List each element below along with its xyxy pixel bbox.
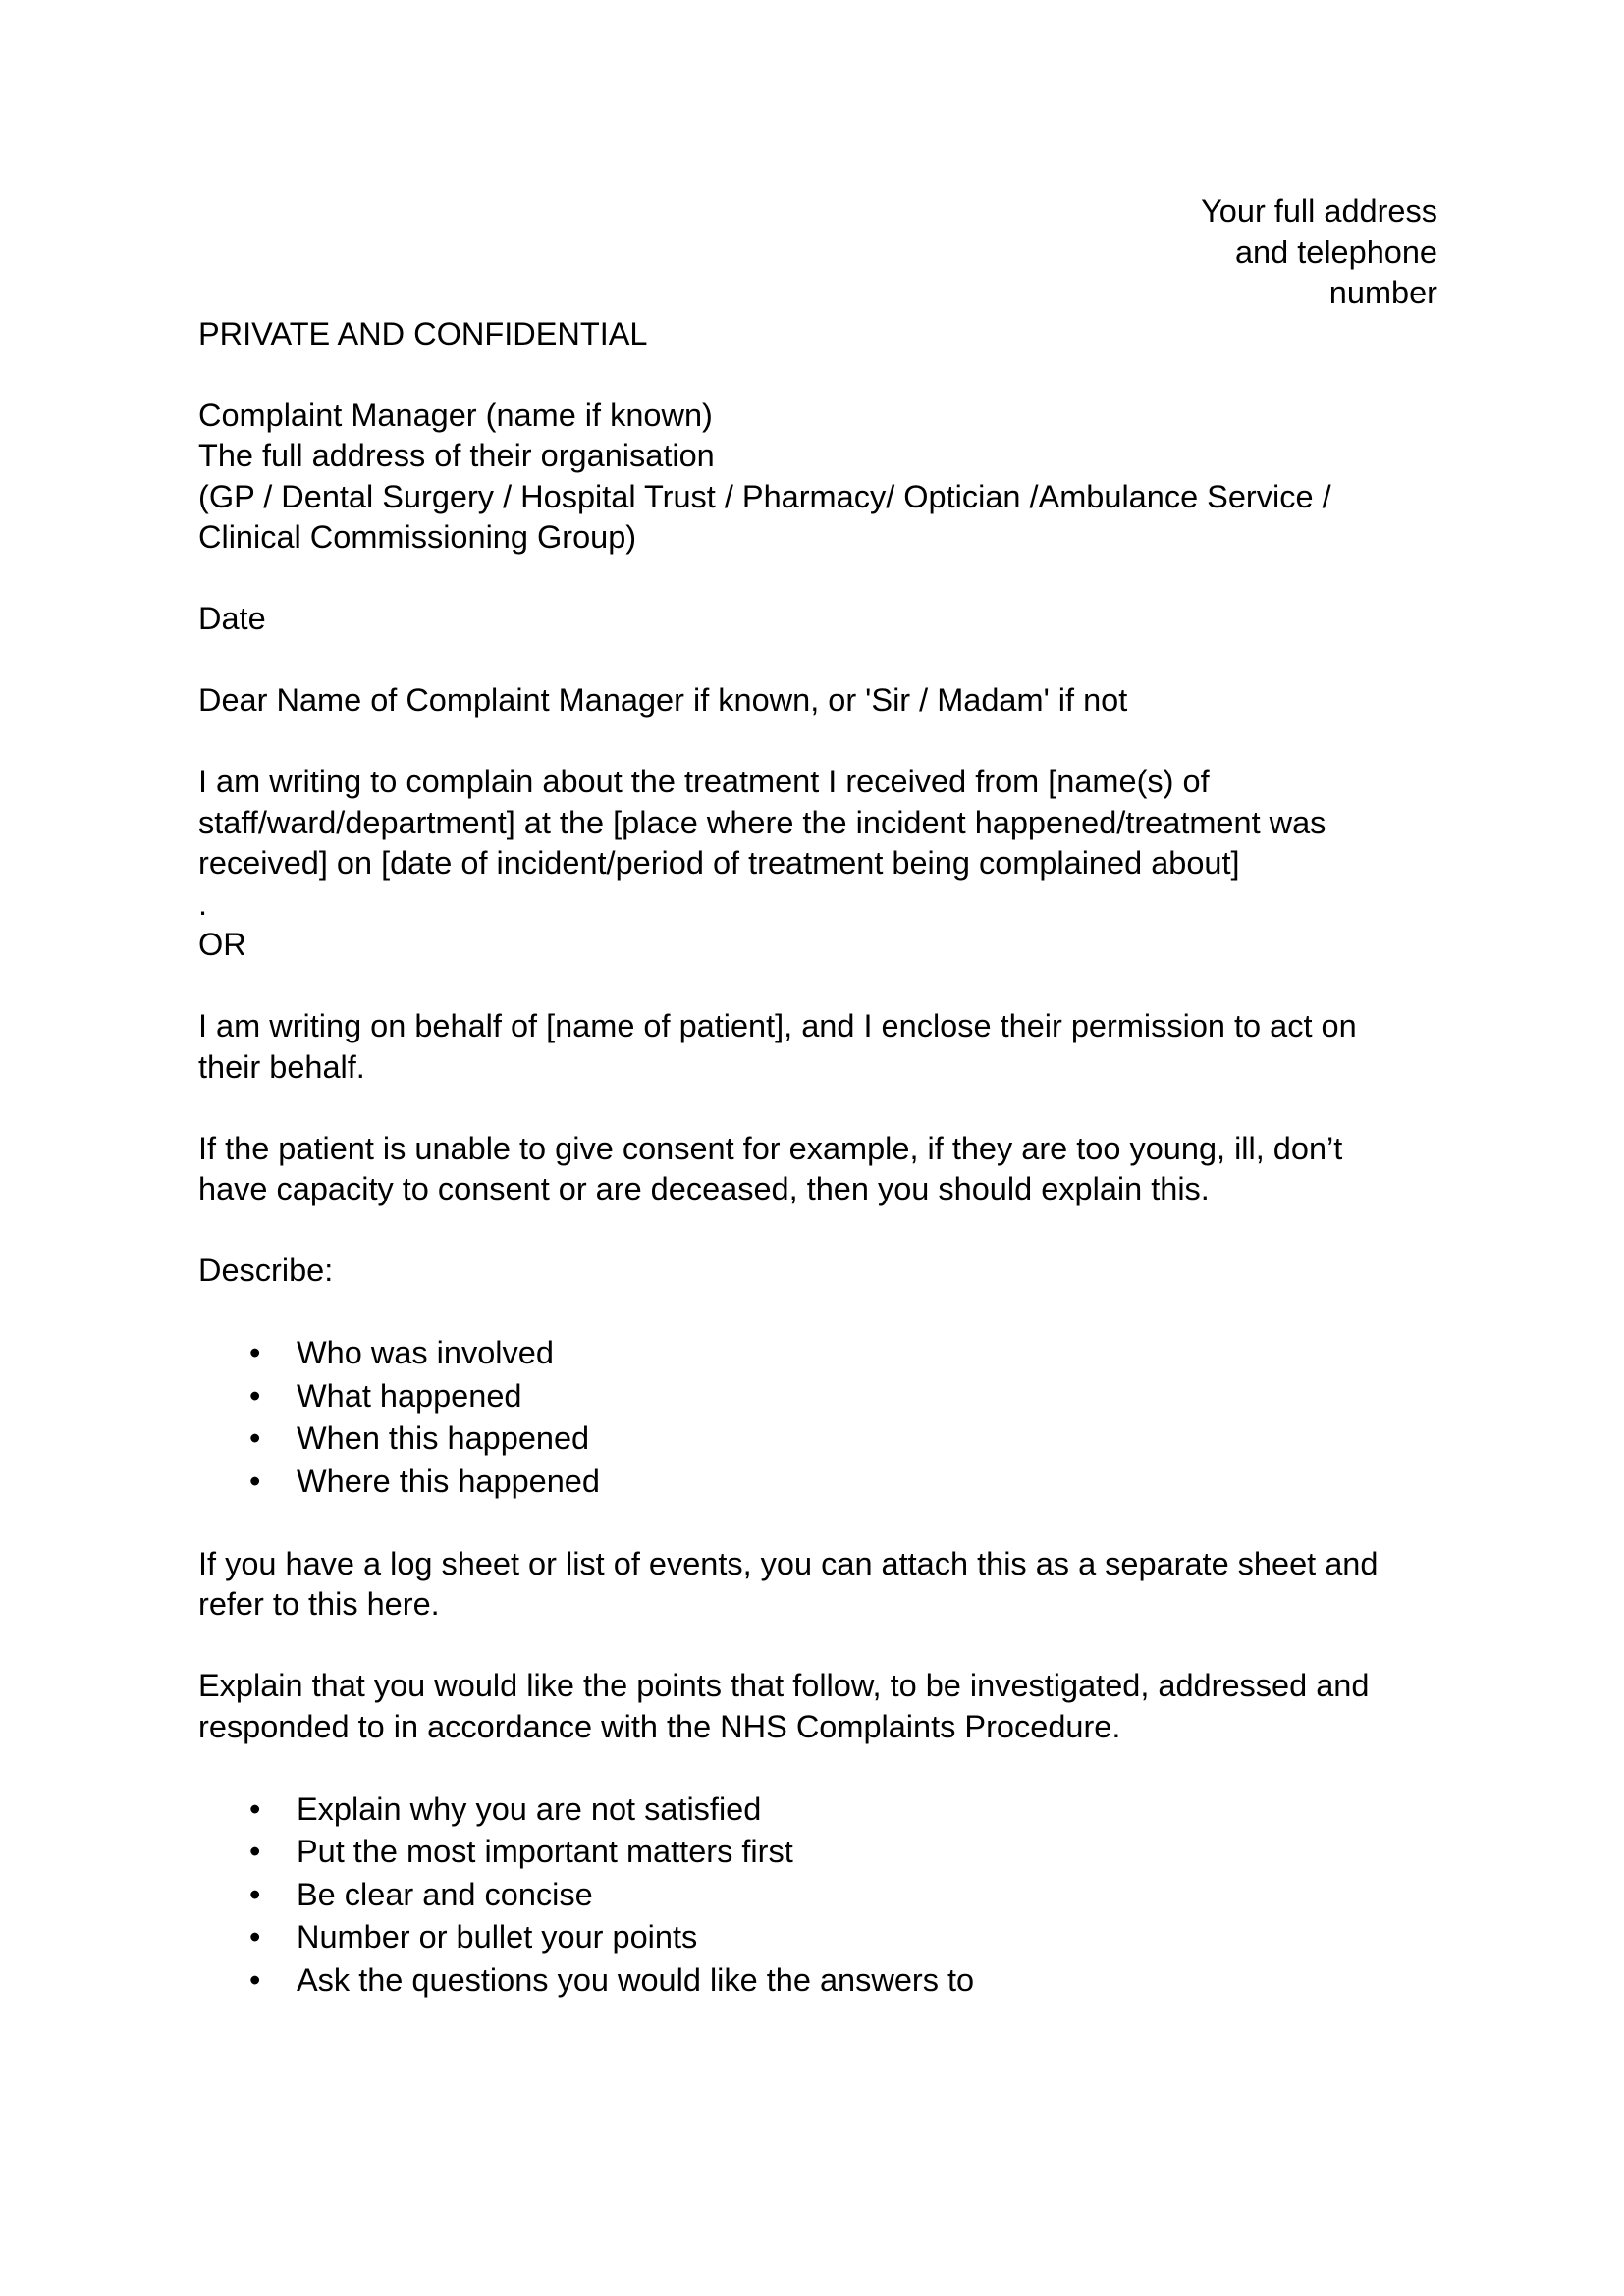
list-item: • Who was involved — [198, 1332, 1437, 1375]
bullet-icon: • — [249, 1834, 261, 1869]
complaint-intro-paragraph — [198, 762, 1437, 925]
list-item: • Put the most important matters first — [198, 1831, 1437, 1874]
sender-address-line: number — [1328, 275, 1437, 310]
list-item: • Be clear and concise — [198, 1874, 1437, 1917]
paragraph-line: have capacity to consent or are deceased, then you should explain this. — [198, 1171, 1210, 1206]
explain-paragraph — [198, 1666, 1437, 1747]
paragraph-line: Explain that you would like the points that follow, to be investigated, addressed and — [198, 1668, 1370, 1703]
points-list — [198, 1789, 1437, 2002]
sender-address — [198, 191, 1437, 314]
bullet-icon: • — [249, 1335, 261, 1370]
list-item: • Number or bullet your points — [198, 1916, 1437, 1959]
paragraph-line: received] on [date of incident/period of treatment being complained about] — [198, 845, 1240, 881]
bullet-icon: • — [249, 1961, 261, 1998]
bullet-icon: • — [249, 1420, 261, 1456]
paragraph-line: If you have a log sheet or list of events, you can attach this as a separate sheet and — [198, 1545, 1379, 1581]
list-item: • When this happened — [198, 1417, 1437, 1461]
bullet-icon: • — [249, 1876, 261, 1912]
paragraph-line: staff/ward/department] at the [place where the incident happened/treatment was — [198, 804, 1326, 840]
recipient-line: Clinical Commissioning Group) — [198, 519, 637, 555]
describe-list — [198, 1332, 1437, 1503]
paragraph-line: responded to in accordance with the NHS Complaints Procedure. — [198, 1708, 1121, 1744]
paragraph-line: refer to this here. — [198, 1586, 440, 1622]
sender-address-line: and telephone — [1234, 234, 1437, 270]
date-line: Date — [198, 601, 266, 636]
letter-body — [198, 191, 1437, 2002]
bullet-icon: • — [249, 1377, 261, 1414]
describe-label: Describe: — [198, 1253, 334, 1288]
consent-paragraph — [198, 1129, 1437, 1210]
bullet-icon: • — [249, 1790, 261, 1827]
bullet-icon: • — [249, 1463, 261, 1499]
recipient-line: (GP / Dental Surgery / Hospital Trust / Pharmacy/ Optician /Ambulance Service / — [198, 478, 1331, 514]
salutation: Dear Name of Complaint Manager if known, or 'Sir / Madam' if not — [198, 682, 1128, 718]
confidential-heading: PRIVATE AND CONFIDENTIAL — [198, 315, 648, 351]
list-item: • Explain why you are not satisfied — [198, 1789, 1437, 1832]
sender-address-line: Your full address — [1201, 193, 1437, 229]
paragraph-line: their behalf. — [198, 1048, 365, 1085]
recipient-block — [198, 396, 1437, 559]
paragraph-line: I am writing to complain about the treatment I received from [name(s) of — [198, 764, 1210, 799]
list-item: • Where this happened — [198, 1461, 1437, 1504]
list-item: • What happened — [198, 1375, 1437, 1418]
recipient-line: Complaint Manager (name if known) — [198, 397, 713, 433]
bullet-icon: • — [249, 1919, 261, 1954]
paragraph-line: . — [198, 885, 208, 922]
recipient-line: The full address of their organisation — [198, 438, 715, 473]
or-label: OR — [198, 927, 246, 962]
behalf-paragraph — [198, 1006, 1437, 1088]
paragraph-line: If the patient is unable to give consent for example, if they are too young, ill, don’t — [198, 1130, 1343, 1166]
list-item: • Ask the questions you would like the answers to — [198, 1959, 1437, 2002]
paragraph-line: I am writing on behalf of [name of patient], and I enclose their permission to act on — [198, 1008, 1357, 1043]
log-paragraph — [198, 1544, 1437, 1626]
